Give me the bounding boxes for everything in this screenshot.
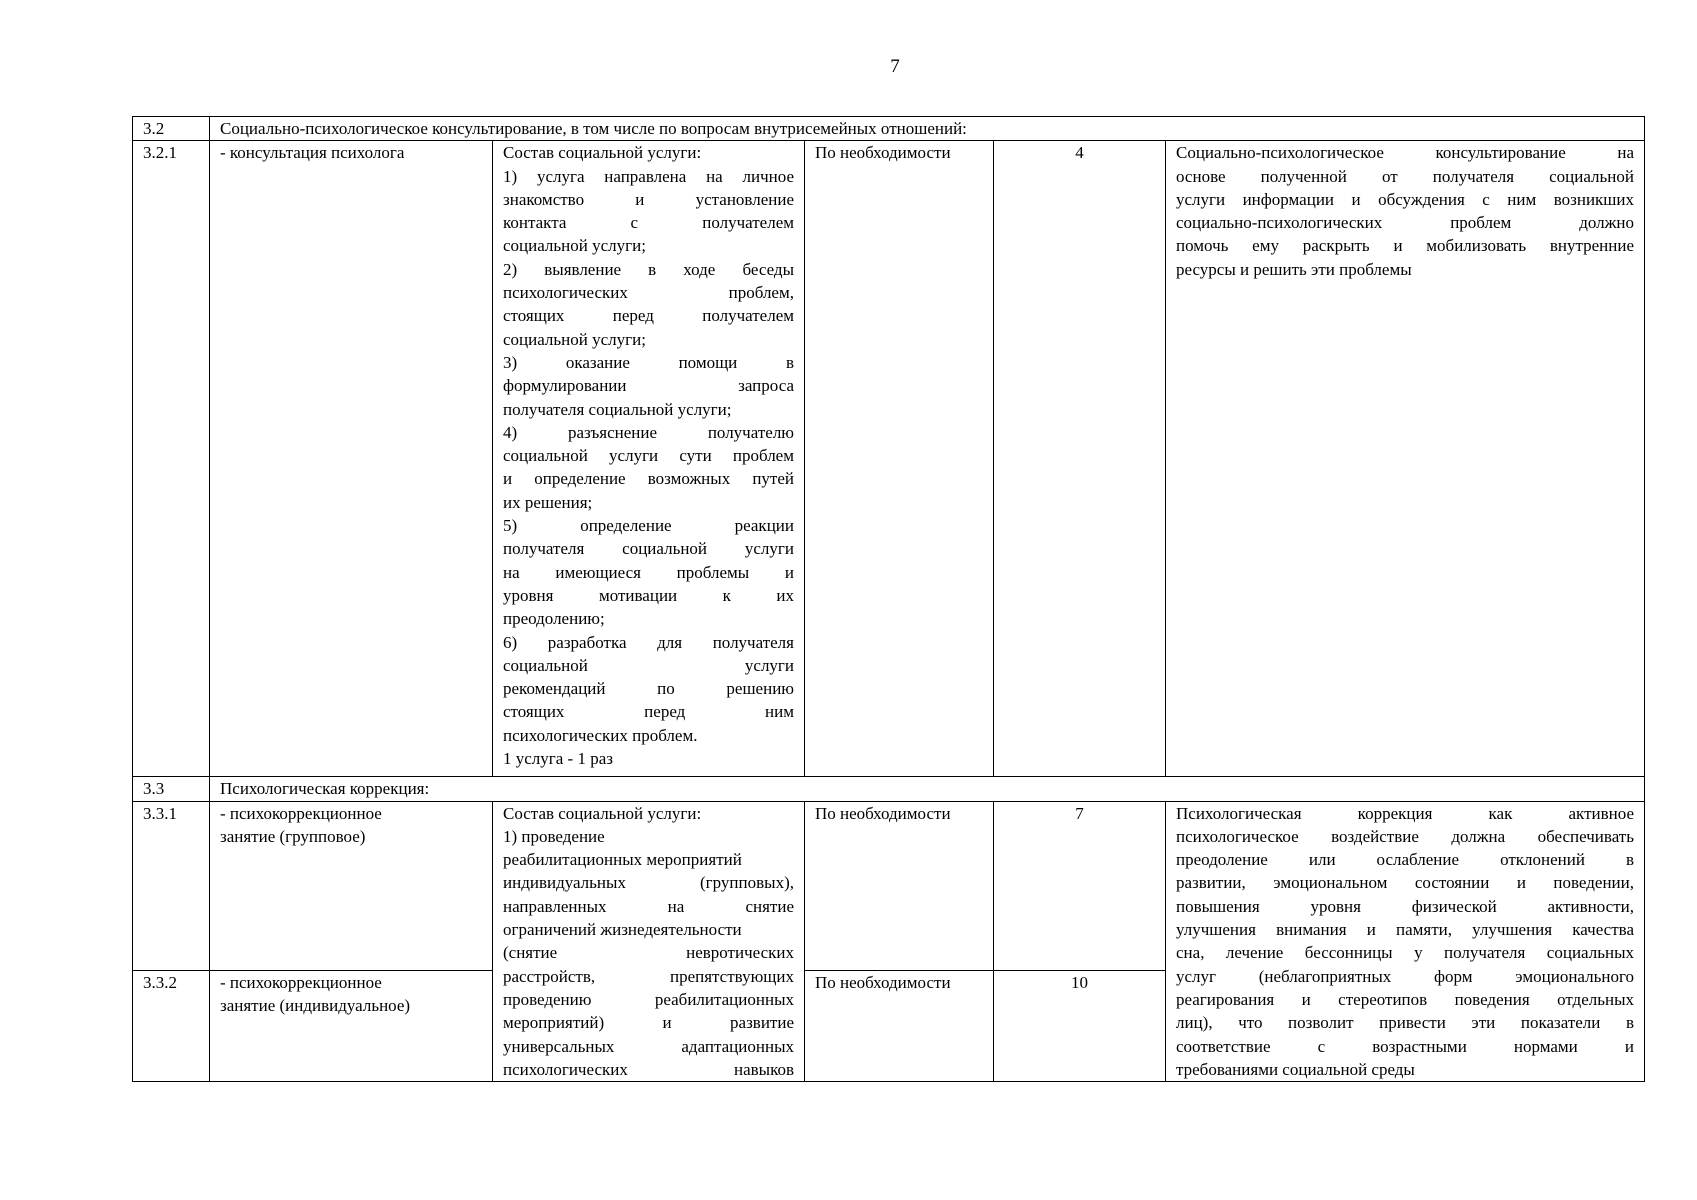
- composition-line: психологических проблем.: [503, 725, 698, 745]
- description-line: реагирования и стереотипов поведения отдельных: [1176, 989, 1634, 1009]
- service-description: [1166, 801, 1645, 1082]
- row-number: 3.2.1: [133, 141, 210, 777]
- composition-line: 1) услуга направлена на личное: [503, 166, 794, 186]
- composition-line: рекомендаций по решению: [503, 679, 794, 699]
- description-line: Социально-психологическое консультирование на: [1176, 143, 1634, 163]
- section-row-3-2: [133, 117, 1645, 141]
- composition-line: 1) проведение: [503, 826, 605, 846]
- page-number: 7: [890, 56, 900, 77]
- composition-line: уровня мотивации к их: [503, 585, 794, 605]
- service-name-line: занятие (индивидуальное): [220, 996, 411, 1016]
- service-name: [210, 970, 493, 1081]
- service-count: 4: [994, 141, 1166, 777]
- services-table: [132, 116, 1645, 1082]
- composition-line: социальной услуги;: [503, 236, 646, 256]
- description-line: преодоление или ослабление отклонений в: [1176, 850, 1634, 870]
- service-description: [1166, 141, 1645, 777]
- service-name: - консультация психолога: [210, 141, 493, 777]
- description-line: психологическое воздействие должна обеспечивать: [1176, 826, 1634, 846]
- composition-line: (снятие невротических: [503, 943, 794, 963]
- row-number: 3.3.2: [133, 970, 210, 1081]
- table-row-3-3-1: [133, 801, 1645, 970]
- description-line: услуги информации и обсуждения с ним возникших: [1176, 189, 1634, 209]
- composition-line: Состав социальной услуги:: [503, 803, 702, 823]
- composition-line: проведению реабилитационных: [503, 989, 794, 1009]
- composition-line: мероприятий) и развитие: [503, 1013, 794, 1033]
- description-line: требованиями социальной среды: [1176, 1059, 1415, 1079]
- composition-line: направленных на снятие: [503, 896, 794, 916]
- service-count: 7: [994, 801, 1166, 970]
- composition-line: 2) выявление в ходе беседы: [503, 259, 794, 279]
- composition-line: 4) разъяснение получателю: [503, 422, 794, 442]
- service-count: 10: [994, 970, 1166, 1081]
- composition-line: знакомство и установление: [503, 189, 794, 209]
- composition-line: получателя социальной услуги;: [503, 399, 732, 419]
- section-title: Психологическая коррекция:: [210, 777, 1645, 801]
- composition-line: Состав социальной услуги:: [503, 143, 702, 163]
- composition-line: 6) разработка для получателя: [503, 632, 794, 652]
- service-name: [210, 801, 493, 970]
- description-line: улучшения внимания и памяти, улучшения качества: [1176, 920, 1634, 940]
- composition-line: психологических навыков: [503, 1059, 794, 1079]
- description-line: помочь ему раскрыть и мобилизовать внутренние: [1176, 236, 1634, 256]
- table-row-3-2-1: [133, 141, 1645, 777]
- composition-line: расстройств, препятствующих: [503, 966, 794, 986]
- service-composition: [493, 801, 805, 1082]
- service-frequency: По необходимости: [805, 141, 994, 777]
- composition-line: 5) определение реакции: [503, 516, 794, 536]
- composition-line: 3) оказание помощи в: [503, 352, 794, 372]
- composition-line: психологических проблем,: [503, 283, 794, 303]
- composition-line: контакта с получателем: [503, 213, 794, 233]
- section-title: Социально-психологическое консультирование, в том числе по вопросам внутрисемейных отношений:: [210, 117, 1645, 141]
- composition-line: и определение возможных путей: [503, 469, 794, 489]
- composition-line: реабилитационных мероприятий: [503, 850, 742, 870]
- service-frequency: По необходимости: [805, 970, 994, 1081]
- composition-line: индивидуальных (групповых),: [503, 873, 794, 893]
- description-line: основе полученной от получателя социальной: [1176, 166, 1634, 186]
- service-name-line: - психокоррекционное: [220, 803, 382, 823]
- composition-line: преодолению;: [503, 609, 605, 629]
- composition-line: на имеющиеся проблемы и: [503, 562, 794, 582]
- section-row-3-3: [133, 777, 1645, 801]
- composition-line: формулировании запроса: [503, 376, 794, 396]
- section-number: 3.2: [133, 117, 210, 141]
- service-frequency: По необходимости: [805, 801, 994, 970]
- description-line: услуг (неблагоприятных форм эмоционального: [1176, 966, 1634, 986]
- composition-line: социальной услуги сути проблем: [503, 446, 794, 466]
- composition-line: их решения;: [503, 492, 593, 512]
- description-line: развитии, эмоциональном состоянии и поведении,: [1176, 873, 1634, 893]
- description-line: соответствие с возрастными нормами и: [1176, 1036, 1634, 1056]
- composition-line: 1 услуга - 1 раз: [503, 749, 613, 769]
- description-line: ресурсы и решить эти проблемы: [1176, 259, 1412, 279]
- description-line: Психологическая коррекция как активное: [1176, 803, 1634, 823]
- description-line: социально-психологических проблем должно: [1176, 213, 1634, 233]
- service-name-line: занятие (групповое): [220, 826, 366, 846]
- composition-line: получателя социальной услуги: [503, 539, 794, 559]
- section-number: 3.3: [133, 777, 210, 801]
- composition-line: социальной услуги;: [503, 329, 646, 349]
- row-number: 3.3.1: [133, 801, 210, 970]
- service-composition: [493, 141, 805, 777]
- description-line: повышения уровня физической активности,: [1176, 896, 1634, 916]
- composition-line: стоящих перед ним: [503, 702, 794, 722]
- description-line: сна, лечение бессонницы у получателя социальных: [1176, 943, 1634, 963]
- description-line: лиц), что позволит привести эти показатели в: [1176, 1013, 1634, 1033]
- service-name-line: - психокоррекционное: [220, 972, 382, 992]
- composition-line: универсальных адаптационных: [503, 1036, 794, 1056]
- composition-line: ограничений жизнедеятельности: [503, 920, 742, 940]
- composition-line: стоящих перед получателем: [503, 306, 794, 326]
- composition-line: социальной услуги: [503, 655, 794, 675]
